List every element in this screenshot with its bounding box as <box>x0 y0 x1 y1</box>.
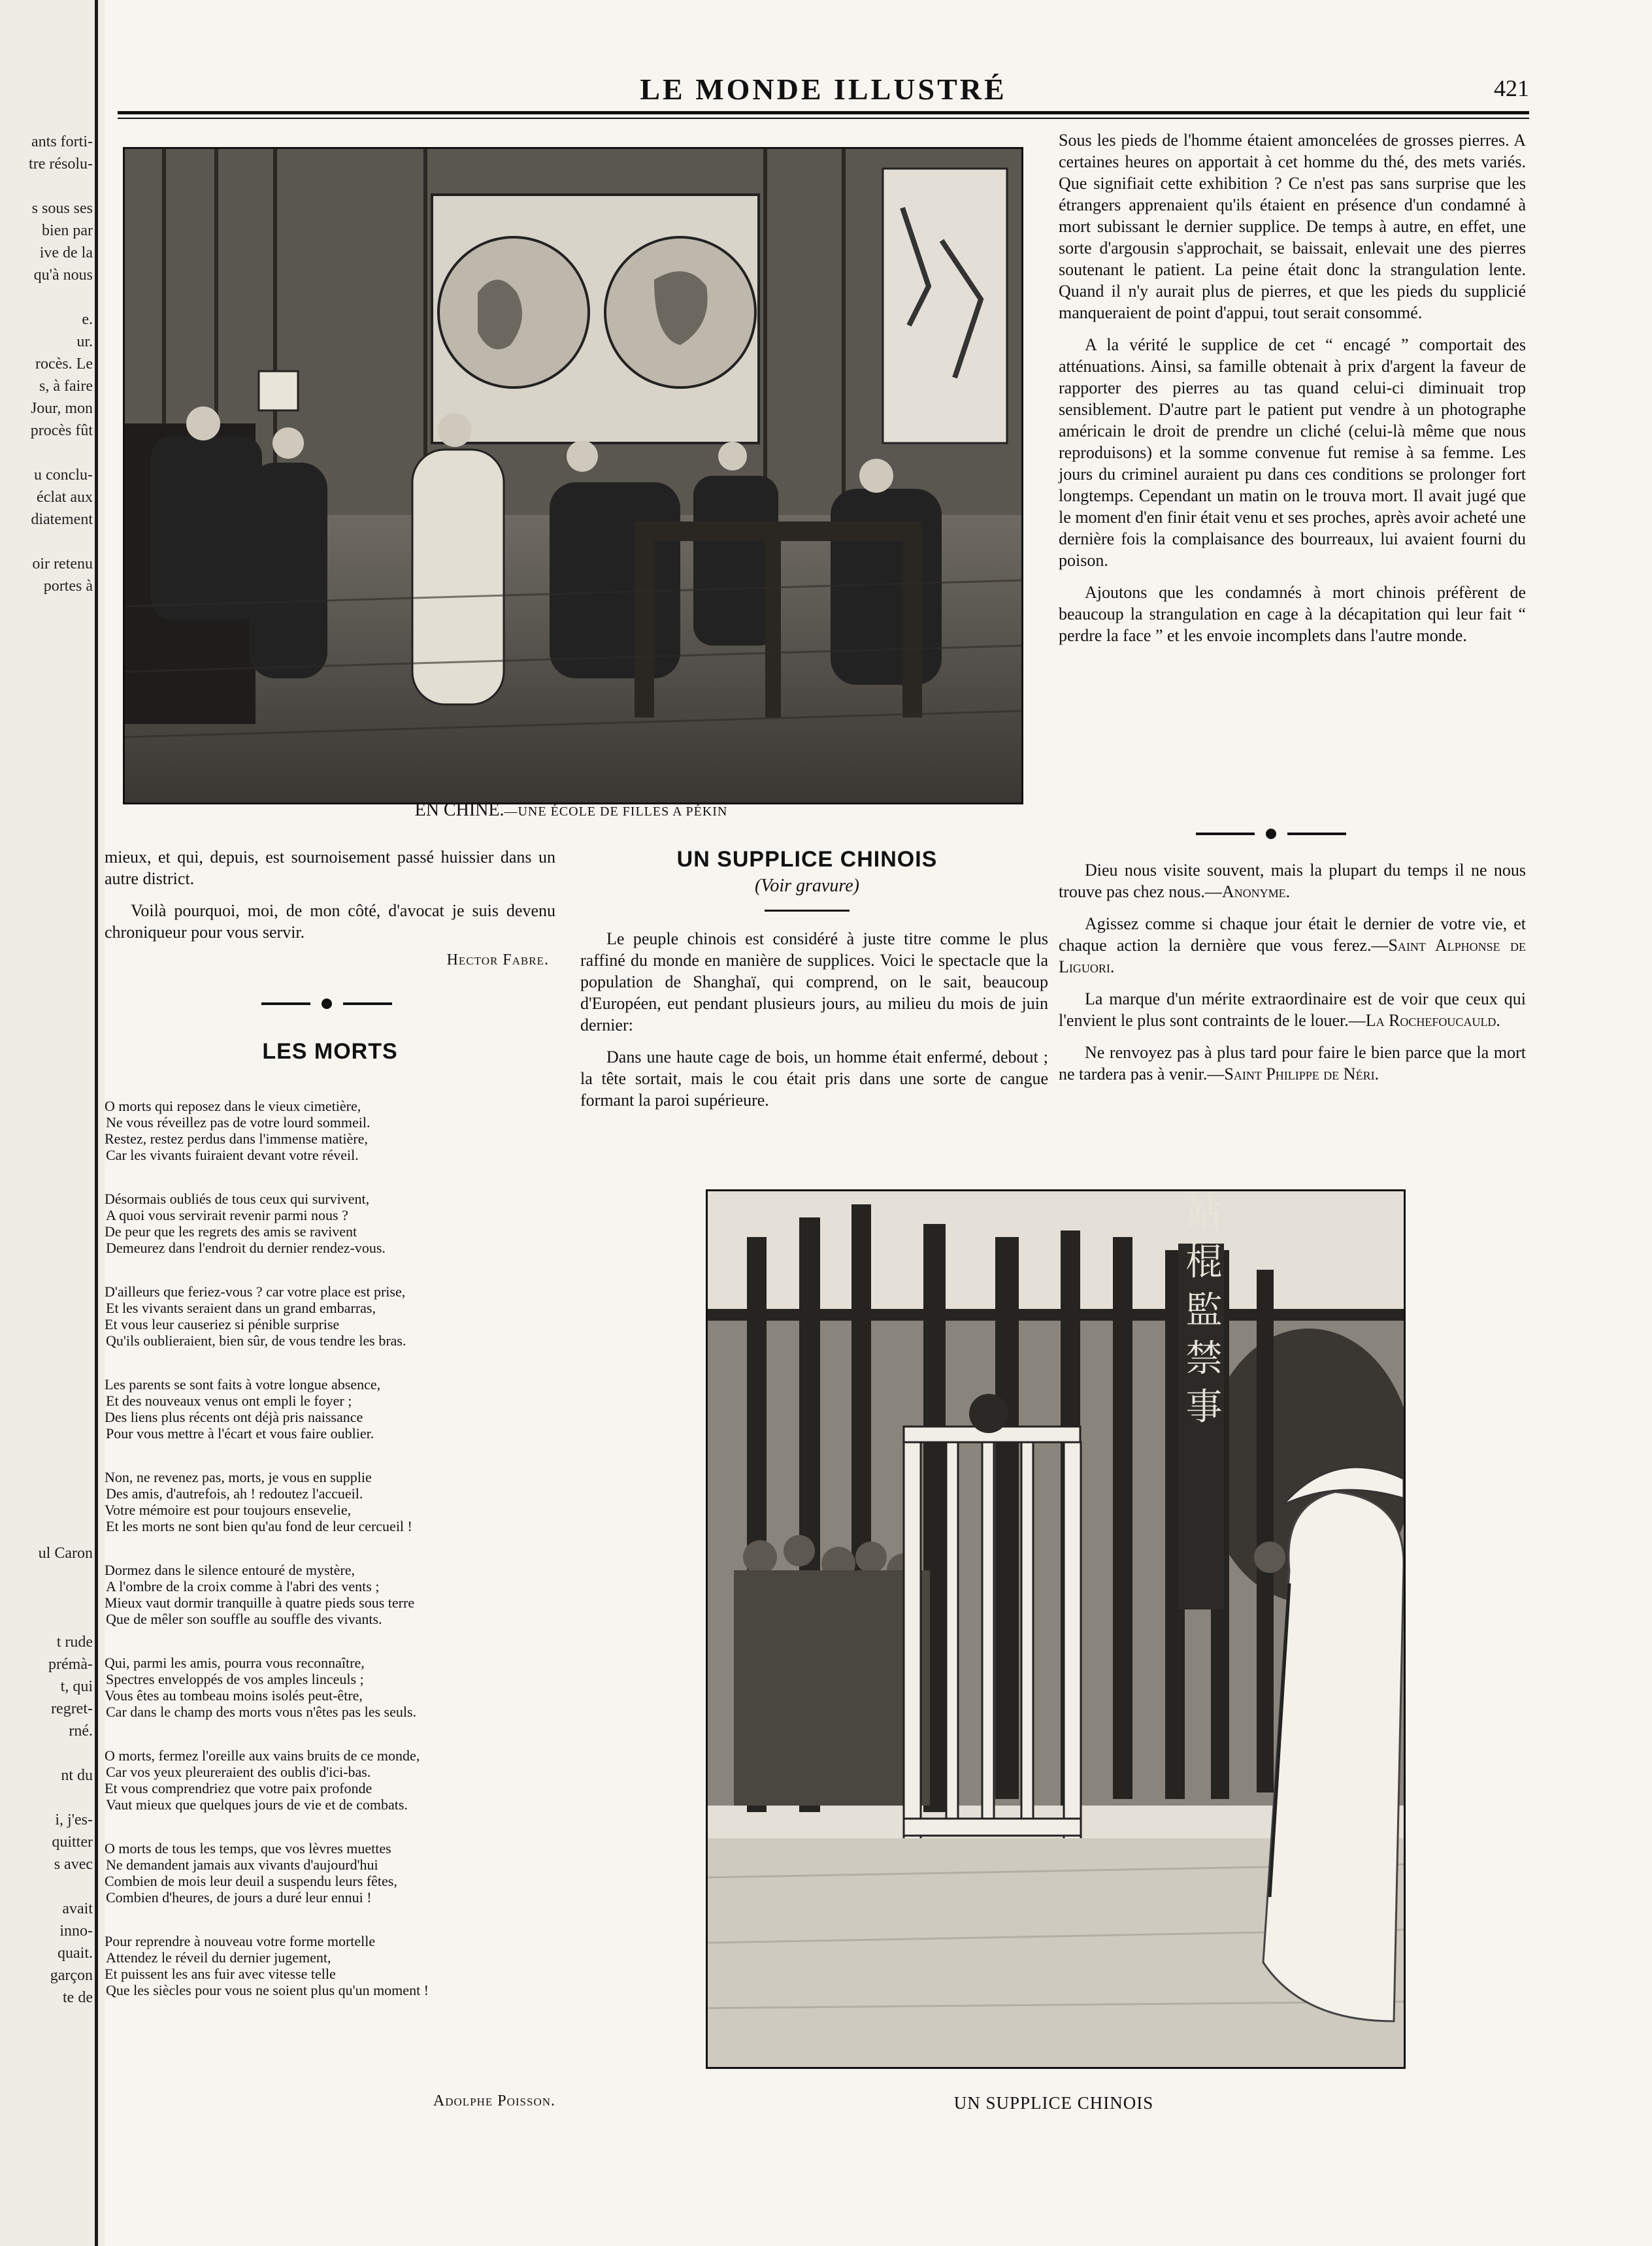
margin-line <box>0 1609 93 1631</box>
supplice-article-body <box>580 928 1048 1121</box>
school-photo <box>123 147 1023 804</box>
margin-line: tre résolu- <box>29 156 93 173</box>
caption-sub: —UNE ÉCOLE DE FILLES A PÉKIN <box>504 804 728 819</box>
header-rule-thick <box>118 111 1529 114</box>
poem-line: Mieux vaut dormir tranquille à quatre pieds sous terre <box>105 1594 415 1611</box>
quote-3-source: La Rochefoucauld. <box>1365 1011 1500 1030</box>
poem-line: Dormez dans le silence entouré de mystère, <box>105 1562 355 1578</box>
poem-line: Et vous leur causeriez si pénible surprise <box>105 1316 340 1332</box>
poem-stanza <box>105 1469 562 1534</box>
poem-line: Et puissent les ans fuir avec vitesse telle <box>105 1966 336 1982</box>
quote-4-source: Saint Philippe de Néri. <box>1224 1065 1379 1083</box>
cage-photo <box>706 1189 1406 2069</box>
poem-line: Car vos yeux pleureraient des oublis d'ici-bas. <box>106 1764 371 1780</box>
fabre-article <box>105 846 555 953</box>
quotes-block <box>1059 859 1526 1095</box>
poem-line: D'ailleurs que feriez-vous ? car votre place est prise, <box>105 1283 406 1300</box>
supplice-paragraph-2: Dans une haute cage de bois, un homme était enfermé, debout ; la tête sortait, mais le cou était pris dans une sorte de cangue formant la paroi supérieure. <box>580 1048 1048 1110</box>
poem-stanza <box>105 1840 562 1906</box>
margin-line: t, qui <box>60 1678 93 1695</box>
margin-line: rocès. Le <box>35 355 93 372</box>
margin-line <box>0 1787 93 1809</box>
poem-stanza <box>105 1655 562 1720</box>
margin-line: Jour, mon <box>30 400 93 417</box>
poem-line: Que les siècles pour vous ne soient plus qu'un moment ! <box>106 1982 429 1998</box>
page-header <box>118 72 1529 111</box>
poem-line: Combien de mois leur deuil a suspendu leurs fêtes, <box>105 1873 397 1889</box>
poem-line: Des amis, d'autrefois, ah ! redoutez l'accueil. <box>106 1485 363 1502</box>
margin-line: éclat aux <box>37 489 93 506</box>
quote-1-text: Dieu nous visite souvent, mais la plupart du temps il ne nous trouve pas chez nous. <box>1059 861 1526 901</box>
poem-line: A l'ombre de la croix comme à l'abri des vents ; <box>106 1578 380 1594</box>
caption-main: EN CHINE. <box>414 800 504 820</box>
margin-line: s sous ses <box>31 200 93 217</box>
margin-line: ul Caron <box>38 1545 93 1562</box>
cage-photo-illustration <box>708 1191 1404 2067</box>
quote-4-text: Ne renvoyez pas à plus tard pour faire le bien parce que la mort ne tardera pas à venir. <box>1059 1043 1526 1083</box>
poem-line: Désormais oubliés de tous ceux qui survivent, <box>105 1191 370 1207</box>
margin-line: qu'à nous <box>33 267 93 284</box>
poem-line: Pour vous mettre à l'écart et vous faire oublier. <box>106 1425 374 1442</box>
cage-photo-caption: UN SUPPLICE CHINOIS <box>953 2093 1154 2113</box>
previous-page-text-lower <box>0 1542 93 2143</box>
quote-2: Agissez comme si chaque jour était le dernier de votre vie, et chaque action la dernière que vous ferez.—Saint Alphonse de Liguori. <box>1059 914 1527 976</box>
poem-line: Qui, parmi les amis, pourra vous reconnaître, <box>105 1655 365 1671</box>
poem-line: Ne demandent jamais aux vivants d'aujourd'hui <box>106 1857 378 1873</box>
margin-line <box>0 1875 93 1898</box>
poem-line: Et vous comprendriez que votre paix profonde <box>105 1780 372 1796</box>
school-photo-caption <box>123 800 1019 821</box>
previous-page-text-upper <box>0 131 93 653</box>
banner-characters: 站 棍 監 禁 事 <box>1180 1194 1223 1424</box>
fabre-paragraph-1: mieux, et qui, depuis, est sournoisement passé huissier dans un autre district. <box>105 848 555 888</box>
poem-line: Et les morts ne sont bien qu'au fond de leur cercueil ! <box>106 1518 412 1534</box>
margin-line: inno- <box>59 1923 93 1940</box>
poem-line: Ne vous réveillez pas de votre lourd sommeil. <box>106 1114 371 1131</box>
margin-line: oir retenu <box>32 555 93 572</box>
school-photo-illustration <box>125 149 1021 802</box>
poem-stanza <box>105 1191 562 1256</box>
quote-2-source: Saint Alphonse de Liguori. <box>1059 936 1527 976</box>
quote-1-source: Anonyme. <box>1221 882 1291 901</box>
margin-line <box>0 442 93 464</box>
margin-line <box>0 175 93 197</box>
poem-line: Attendez le réveil du dernier jugement, <box>106 1949 331 1966</box>
margin-line: procès fût <box>30 422 93 439</box>
margin-line: s avec <box>54 1856 93 1873</box>
margin-line: garçon <box>50 1967 93 1984</box>
ornament-divider-left <box>261 997 392 1010</box>
supplice-paragraph-1: Le peuple chinois est considéré à juste titre comme le plus raffiné du monde en manière de supplices. Voici le spectacle que la population de Shanghaï, qui comprend, on le sait, beaucoup d'Européen, eut pendant plusieurs jours, au milieu du mois de juin dernier: <box>580 929 1048 1034</box>
margin-line: quitter <box>52 1834 93 1851</box>
right-paragraph-2: A la vérité le supplice de cet “ encagé ” comportait des atténuations. Ainsi, sa famille obtenait à prix d'argent la faveur de rapporter des pierres au tas quand celui-ci diminuait trop sensiblement. D'autre part le patient put vendre à un photographe américain le droit de prendre un cliché (celui-là même que nous reproduisons) et la somme convenue fut remise à sa femme. Les jours du criminel auraient pu dans ces conditions se prolonger fort longtemps. Cependant un matin on le trouva mort. Il avait jugé que le moment d'en finir était venu et ses proches, après avoir acheté une dernière fois la complaisance des bourreaux, lui avaient fourni du poison. <box>1059 335 1526 570</box>
poem-line: Votre mémoire est pour toujours ensevelie, <box>105 1502 352 1518</box>
margin-line: prémà- <box>48 1656 93 1673</box>
poem-line: Car les vivants fuiraient devant votre réveil. <box>106 1147 359 1163</box>
poem-stanza <box>105 1562 562 1627</box>
margin-line <box>0 1564 93 1587</box>
margin-line: ive de la <box>39 244 93 261</box>
poem-line: Demeurez dans l'endroit du dernier rendez-vous. <box>106 1240 386 1256</box>
poem-line: Vaut mieux que quelques jours de vie et de combats. <box>106 1796 408 1813</box>
margin-line: avait <box>62 1900 93 1917</box>
page-number: 421 <box>1494 75 1529 101</box>
poem-line: Combien d'heures, de jours a duré leur ennui ! <box>106 1889 372 1906</box>
right-column <box>1059 129 1526 657</box>
binding-spine <box>95 0 98 2246</box>
poem-stanza <box>105 1933 562 1998</box>
poem-line: Que de mêler son souffle au souffle des vivants. <box>106 1611 382 1627</box>
margin-line: nt du <box>61 1767 93 1784</box>
margin-line: t rude <box>56 1634 93 1651</box>
poem-line: Qu'ils oublieraient, bien sûr, de vous tendre les bras. <box>106 1332 406 1349</box>
poem-line: Des liens plus récents ont déjà pris naissance <box>105 1409 363 1425</box>
right-paragraph-3: Ajoutons que les condamnés à mort chinois préfèrent de beaucoup la strangulation en cage à la décapitation qui leur fait “ perdre la face ” et les envoie incomplets dans l'autre monde. <box>1059 583 1526 645</box>
supplice-title: UN SUPPLICE CHINOIS <box>676 847 938 872</box>
poem-line: O morts qui reposez dans le vieux cimetière, <box>105 1098 361 1114</box>
poem-line: A quoi vous servirait revenir parmi nous ? <box>106 1207 348 1223</box>
margin-line: quait. <box>58 1945 93 1962</box>
fabre-author: Hector Fabre. <box>446 951 549 968</box>
masthead: LE MONDE ILLUSTRÉ <box>640 73 1007 106</box>
supplice-subtitle: (Voir gravure) <box>755 876 859 896</box>
fabre-paragraph-2: Voilà pourquoi, moi, de mon côté, d'avocat je suis devenu chroniqueur pour vous servir. <box>105 901 555 942</box>
poem-stanza <box>105 1283 562 1349</box>
header-rule-thin <box>118 118 1529 119</box>
margin-line: s, à faire <box>39 378 93 395</box>
margin-line <box>0 286 93 308</box>
margin-line: ants forti- <box>31 133 93 150</box>
poem-title: LES MORTS <box>262 1039 398 1064</box>
margin-line: regret- <box>51 1700 93 1717</box>
poem-line: Et les vivants seraient dans un grand embarras, <box>106 1300 376 1316</box>
right-paragraph-1: Sous les pieds de l'homme étaient amoncelées de grosses pierres. A certaines heures on apportait à cet homme du thé, des mets variés. Que signifiait cette exhibition ? Ce n'est pas sans surprise que les étrangers apprenaient qu'ils étaient en présence d'un condamné à mort subissant le dernier supplice. De temps à autre, en effet, une sorte d'argousin s'approchait, se baissait, enlevait une des pierres soutenant le patient. La peine était donc la strangulation lente. Quand il n'y aurait plus de pierres, et que les pieds du supplicié manqueraient de point d'appui, tout serait consommé. <box>1059 131 1526 322</box>
margin-line <box>0 531 93 553</box>
quote-3: La marque d'un mérite extraordinaire est de voir que ceux qui l'envient le plus sont contraints de le louer.—La Rochefoucauld. <box>1059 989 1526 1030</box>
poem-line: O morts, fermez l'oreille aux vains bruits de ce monde, <box>105 1747 420 1764</box>
margin-line: e. <box>82 311 93 328</box>
poem-line: Et des nouveaux venus ont empli le foyer ; <box>106 1393 352 1409</box>
margin-line <box>0 1742 93 1764</box>
poem-stanza <box>105 1376 562 1442</box>
poem-stanza <box>105 1098 562 1163</box>
margin-line: rné. <box>69 1723 93 1740</box>
margin-line: diatement <box>31 511 93 528</box>
margin-line: portes à <box>43 578 93 595</box>
poem-line: Les parents se sont faits à votre longue absence, <box>105 1376 381 1393</box>
poem-line: Restez, restez perdus dans l'immense matière, <box>105 1131 368 1147</box>
poem-line: Pour reprendre à nouveau votre forme mortelle <box>105 1933 376 1949</box>
ornament-divider-right <box>1196 827 1346 840</box>
poem-line: De peur que les regrets des amis se ravivent <box>105 1223 357 1240</box>
margin-line: u conclu- <box>34 467 93 484</box>
quote-4: Ne renvoyez pas à plus tard pour faire le bien parce que la mort ne tardera pas à venir.—Saint Philippe de Néri. <box>1059 1043 1526 1083</box>
poem-stanza <box>105 1747 562 1813</box>
margin-line: ur. <box>76 333 93 350</box>
margin-line: te de <box>63 1989 93 2006</box>
poem-line: Non, ne revenez pas, morts, je vous en supplie <box>105 1469 372 1485</box>
poem-line: O morts de tous les temps, que vos lèvres muettes <box>105 1840 391 1857</box>
quote-1: Dieu nous visite souvent, mais la plupart du temps il ne nous trouve pas chez nous.—Anonyme. <box>1059 861 1526 901</box>
quote-2-text: Agissez comme si chaque jour était le dernier de votre vie, et chaque action la dernière que vous ferez. <box>1059 914 1526 955</box>
margin-line <box>0 1587 93 1609</box>
poem-line: Car dans le champ des morts vous n'êtes pas les seuls. <box>106 1704 417 1720</box>
quote-3-text: La marque d'un mérite extraordinaire est de voir que ceux qui l'envient le plus sont contraints de le louer. <box>1059 989 1526 1030</box>
margin-line: bien par <box>42 222 93 239</box>
margin-line: i, j'es- <box>55 1811 93 1828</box>
supplice-title-rule <box>765 910 850 912</box>
poem-author: Adolphe Poisson. <box>433 2092 555 2109</box>
poem-line: Vous êtes au tombeau moins isolés peut-être, <box>105 1687 363 1704</box>
poem-line: Spectres enveloppés de vos amples linceuls ; <box>106 1671 364 1687</box>
poem-les-morts <box>105 1098 562 2026</box>
